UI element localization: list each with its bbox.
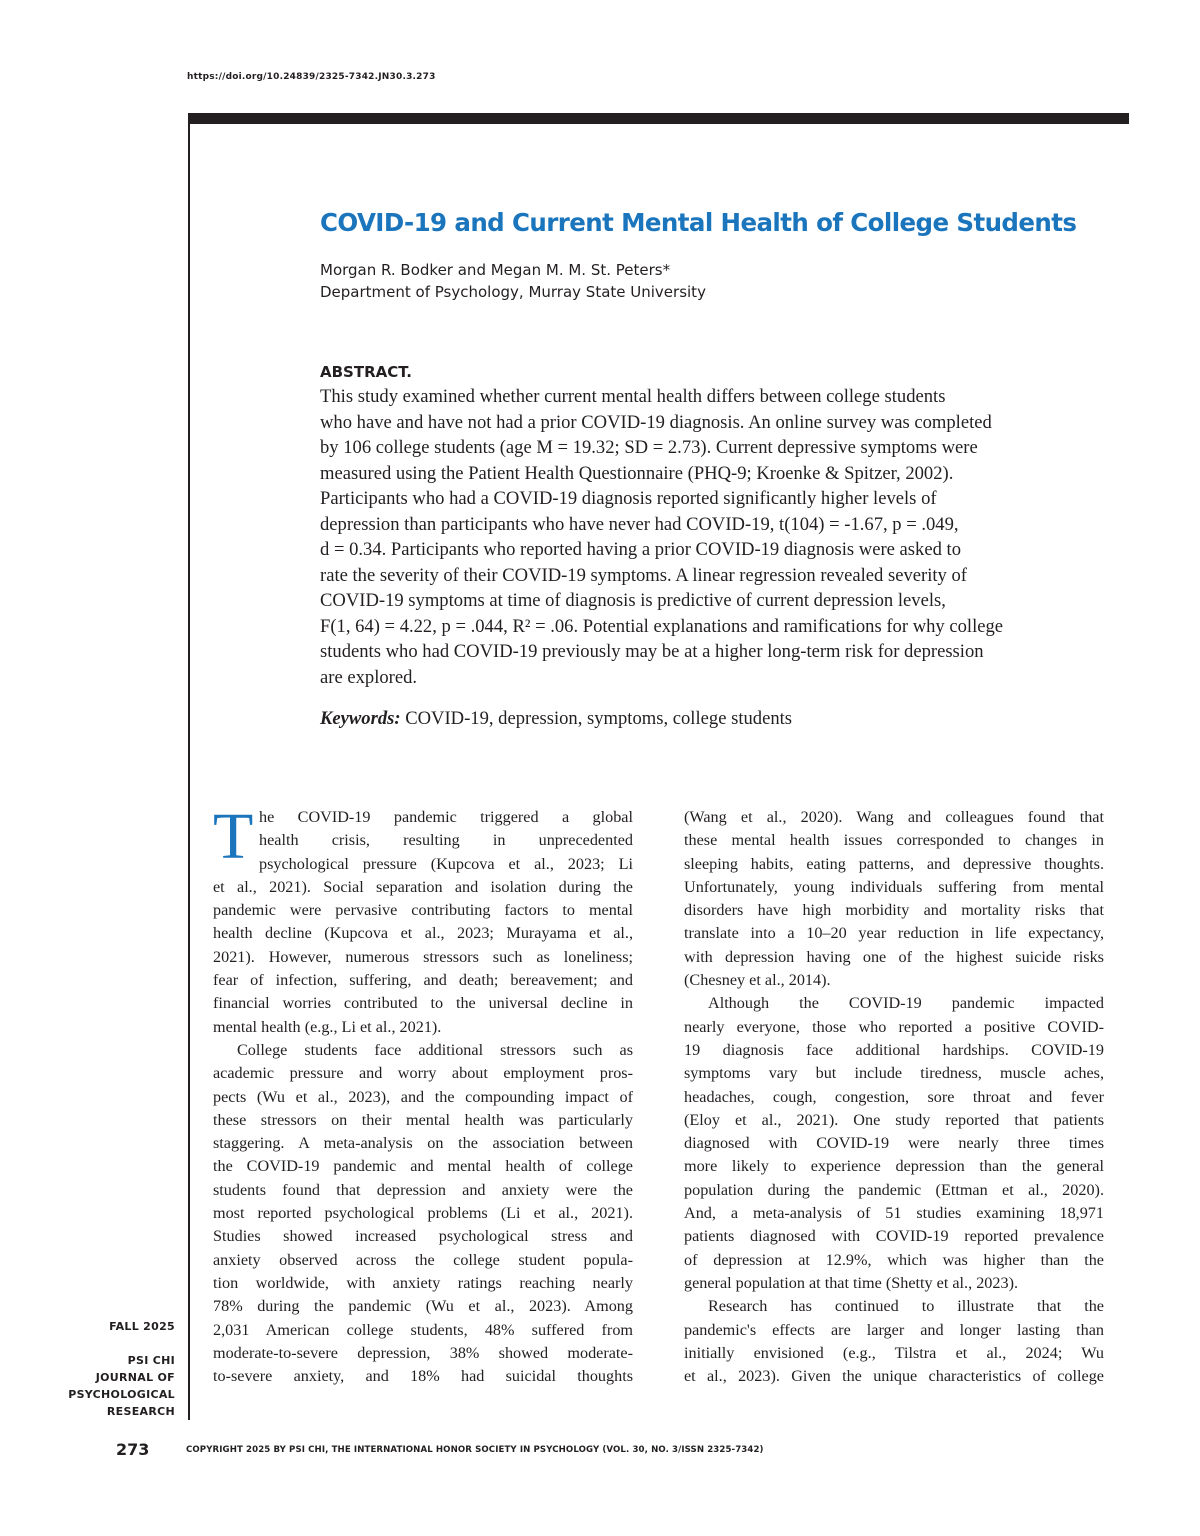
abstract-line: This study examined whether current mental health differs between college students [320,386,946,407]
abstract-line: rate the severity of their COVID-19 symptoms. A linear regression revealed severity of [320,564,967,586]
body-line: to-severe anxiety, and 18% had suicidal thoughts [213,1367,633,1386]
body-line: pects (Wu et al., 2023), and the compounding impact of [213,1087,633,1106]
keywords [320,706,792,732]
body-line: these mental health issues corresponded to changes in [684,831,1104,850]
body-line: 2021). However, numerous stressors such as loneliness; [213,947,633,966]
body-line: students found that depression and anxiety were the [213,1180,633,1199]
sidebar-journal-name [68,1352,175,1420]
body-line: most reported psychological problems (Li et al., 2021). [213,1204,633,1223]
keywords-value: COVID-19, depression, symptoms, college students [400,708,793,729]
abstract-line: d = 0.34. Participants who reported having a prior COVID-19 diagnosis were asked to [320,539,961,560]
sidebar-journal-line: PSI CHI [127,1354,175,1367]
article-authors: Morgan R. Bodker and Megan M. M. St. Peters* [320,261,671,279]
body-line: staggering. A meta-analysis on the association between [213,1134,633,1153]
abstract-line: students who had COVID-19 previously may be at a higher long-term risk for depression [320,641,984,662]
body-line: diagnosed with COVID-19 were nearly three times [684,1134,1104,1153]
body-line: mental health (e.g., Li et al., 2021). [213,1017,442,1036]
drop-cap: T [213,800,254,873]
body-line: health decline (Kupcova et al., 2023; Murayama et al., [213,924,633,943]
body-line: moderate-to-severe depression, 38% showed moderate- [213,1343,633,1362]
body-line: fear of infection, suffering, and death; bereavement; and [213,971,633,990]
body-line: patients diagnosed with COVID-19 reported prevalence [684,1227,1104,1246]
header-rule [188,113,1129,124]
body-line: psychological pressure (Kupcova et al., 2023; Li [259,854,633,873]
keywords-label: Keywords: [320,708,401,729]
body-line: tion worldwide, with anxiety ratings reaching nearly [213,1273,633,1292]
body-line: pandemic's effects are larger and longer lasting than [684,1320,1104,1339]
abstract-line: Participants who had a COVID-19 diagnosis reported significantly higher levels of [320,488,937,509]
body-line: of depression at 12.9%, which was higher than the [684,1250,1104,1269]
body-line: symptoms vary but include tiredness, muscle aches, [684,1064,1104,1083]
body-line: financial worries contributed to the universal decline in [213,994,633,1013]
body-line: sleeping habits, eating patterns, and depressive thoughts. [684,854,1104,873]
abstract-line: measured using the Patient Health Questionnaire (PHQ-9; Kroenke & Spitzer, 2002). [320,462,954,484]
body-line: initially envisioned (e.g., Tilstra et al., 2024; Wu [684,1343,1104,1362]
body-line: nearly everyone, those who reported a positive COVID- [684,1017,1104,1036]
article-affiliation: Department of Psychology, Murray State University [320,283,706,301]
body-line: (Chesney et al., 2014). [684,971,831,990]
body-line: College students face additional stressors such as [237,1040,633,1059]
body-line: 78% during the pandemic (Wu et al., 2023). Among [213,1297,633,1316]
body-line: the COVID-19 pandemic and mental health of college [213,1157,633,1176]
abstract-line: depression than participants who have never had COVID-19, t(104) = -1.67, p = .049, [320,513,959,535]
body-line: Although the COVID-19 pandemic impacted [708,994,1104,1013]
body-line: anxiety observed across the college student popula- [213,1250,633,1269]
body-line: general population at that time (Shetty et al., 2023). [684,1273,1019,1292]
body-line: 19 diagnosis face additional hardships. COVID-19 [684,1040,1104,1059]
sidebar-journal-line: PSYCHOLOGICAL [68,1388,175,1401]
body-line: with depression having one of the highest suicide risks [684,947,1104,966]
body-line: And, a meta-analysis of 51 studies examining 18,971 [684,1204,1104,1223]
sidebar-journal-line: RESEARCH [106,1405,175,1418]
body-line: et al., 2023). Given the unique characteristics of college [684,1367,1104,1386]
body-line: (Wang et al., 2020). Wang and colleagues found that [684,808,1104,826]
body-line: Studies showed increased psychological stress and [213,1227,633,1246]
body-column-right [684,806,1104,1388]
abstract-line: by 106 college students (age M = 19.32; SD = 2.73). Current depressive symptoms were [320,437,978,458]
abstract-line: who have and have not had a prior COVID-19 diagnosis. An online survey was completed [320,411,992,433]
body-line: these stressors on their mental health was particularly [213,1110,633,1129]
body-line: (Eloy et al., 2021). One study reported that patients [684,1110,1104,1129]
body-line: et al., 2021). Social separation and isolation during the [213,877,633,896]
body-line: academic pressure and worry about employment pros- [213,1064,633,1083]
body-line: disorders have high morbidity and mortality risks that [684,901,1104,920]
abstract-body [320,384,1060,690]
doi-link[interactable]: https://doi.org/10.24839/2325-7342.JN30.3.273 [187,72,436,82]
body-line: 2,031 American college students, 48% suffered from [213,1320,633,1339]
sidebar-issue: FALL 2025 [109,1320,175,1333]
abstract-line: COVID-19 symptoms at time of diagnosis is predictive of current depression levels, [320,590,946,611]
body-line: Research has continued to illustrate that the [708,1297,1104,1316]
body-line: pandemic were pervasive contributing factors to mental [213,901,633,920]
margin-rule [188,113,190,1420]
body-column-left [213,800,633,1388]
body-line: health crisis, resulting in unprecedented [259,831,633,850]
sidebar-journal-line: JOURNAL OF [95,1371,175,1384]
abstract-heading: ABSTRACT. [320,363,412,381]
article-title: COVID-19 and Current Mental Health of College Students [320,208,1077,237]
body-line: Unfortunately, young individuals suffering from mental [684,877,1104,896]
page-number: 273 [116,1440,150,1459]
abstract-line: are explored. [320,666,418,688]
body-line: population during the pandemic (Ettman et al., 2020). [684,1180,1104,1199]
body-line: headaches, cough, congestion, sore throat and fever [684,1087,1104,1106]
copyright-notice: COPYRIGHT 2025 BY PSI CHI, THE INTERNATIONAL HONOR SOCIETY IN PSYCHOLOGY (VOL. 30, NO. 3/ISSN 2325-7342) [186,1445,764,1455]
body-line: translate into a 10–20 year reduction in life expectancy, [684,924,1104,943]
body-line: more likely to experience depression than the general [684,1157,1104,1176]
body-line: he COVID-19 pandemic triggered a global [259,808,633,826]
abstract-line: F(1, 64) = 4.22, p = .044, R² = .06. Potential explanations and ramifications for why college [320,615,1004,637]
